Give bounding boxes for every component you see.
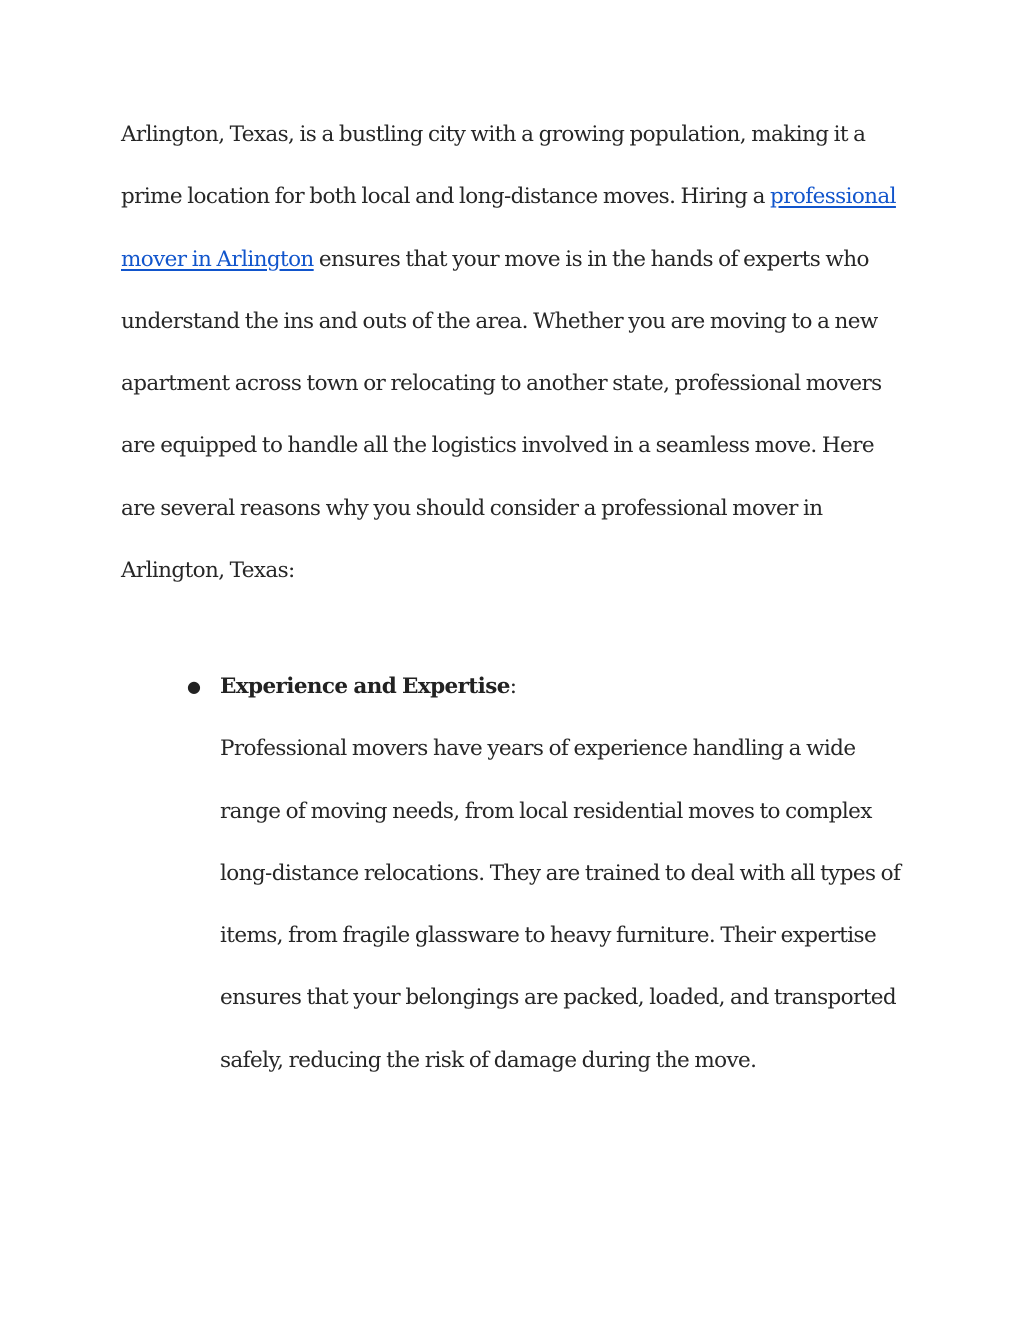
reasons-list: [187, 656, 920, 1092]
intro-text-after-link: ensures that your move is in the hands of experts who understand the ins and outs of the area. Whether you are moving to a new apartment across town or relocating to another state, professional movers are equipped to handle all the logistics involved in a seamless move. Here are several reasons why you should consider a professional mover in Arlington, Texas:: [121, 246, 882, 584]
list-item-heading: [220, 656, 920, 718]
intro-text-before-link: Arlington, Texas, is a bustling city with a growing population, making it a prime location for both local and long-distance moves. Hiring a: [121, 122, 866, 210]
professional-mover-link[interactable]: professional mover in Arlington: [121, 184, 896, 272]
list-item: [187, 656, 920, 1092]
list-item-title: Experience and Expertise: [220, 674, 510, 699]
bullet-icon: ●: [187, 677, 201, 696]
list-item-title-suffix: :: [509, 674, 517, 699]
list-item-body: Professional movers have years of experience handling a wide range of moving needs, from local residential moves to complex long-distance relocations. They are trained to deal with all types of items, from fragile glassware to heavy furniture. Their expertise ensures that your belongings are packed, loaded, and transported safely, reducing the risk of damage during the move.: [220, 736, 901, 1073]
intro-paragraph: [121, 104, 911, 602]
